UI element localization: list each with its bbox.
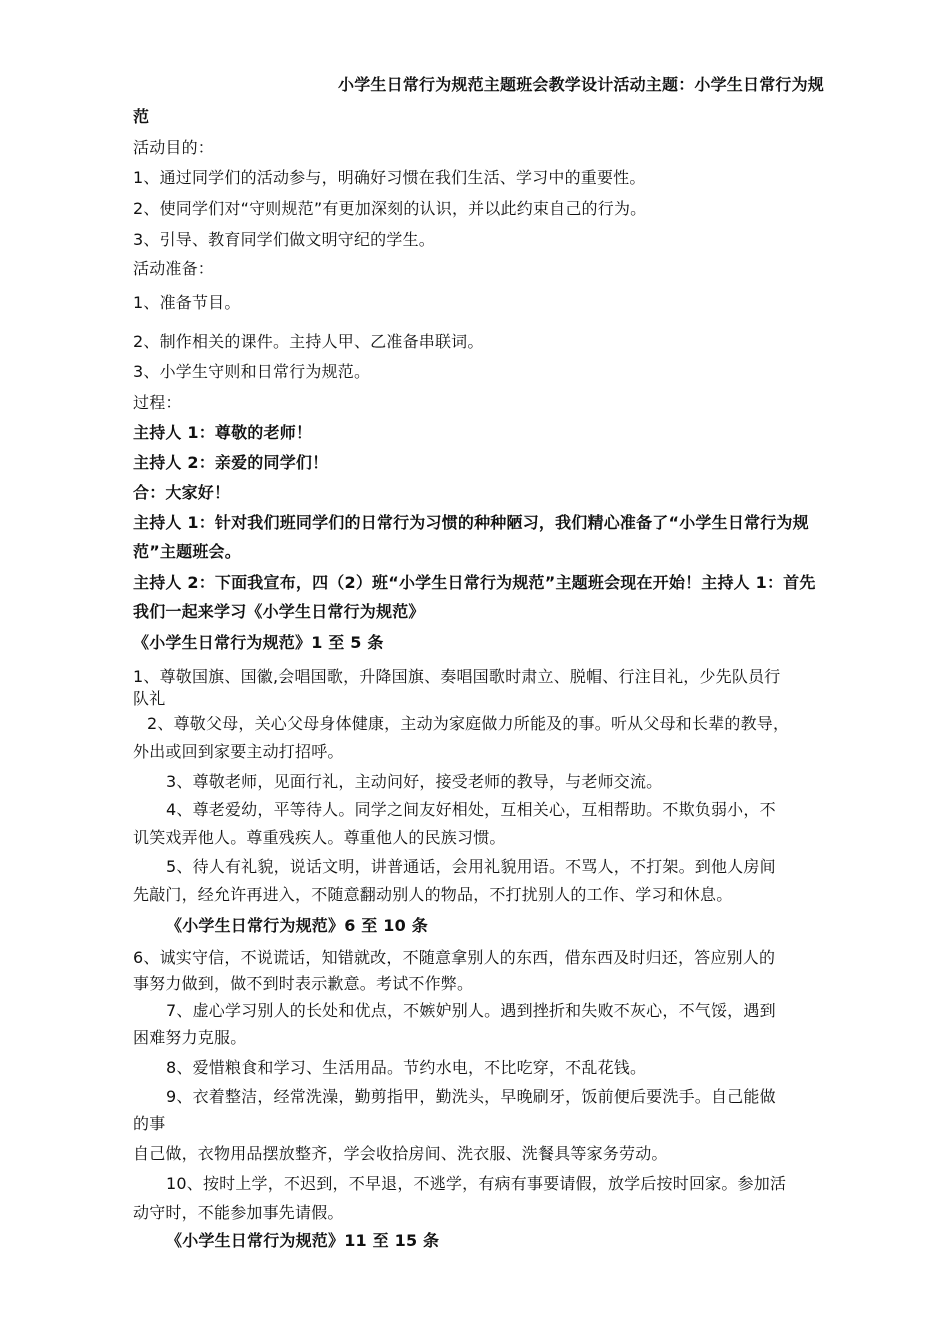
rule-line: 动守时，不能参加事先请假。: [133, 1203, 344, 1222]
rule-line: 10、按时上学，不迟到，不早退，不逃学，有病有事要请假，放学后按时回家。参加活: [166, 1174, 787, 1193]
section-heading-1: 《小学生日常行为规范》1 至 5 条: [133, 633, 384, 652]
goal-item-3: 3、引导、教育同学们做文明守纪的学生。: [133, 230, 435, 249]
rule-line: 9、衣着整洁，经常洗澡，勤剪指甲，勤洗头，早晚刷牙，饭前便后要洗手。自己能做: [166, 1087, 776, 1106]
section-heading-2: 《小学生日常行为规范》6 至 10 条: [166, 916, 428, 935]
rule-line: 先敲门，经允许再进入，不随意翻动别人的物品，不打扰别人的工作、学习和休息。: [133, 885, 733, 904]
prep-item-2: 2、制作相关的课件。主持人甲、乙准备串联词。: [133, 332, 484, 351]
dialog-line-4: 主持人 1：针对我们班同学们的日常行为习惯的种种陋习，我们精心准备了“小学生日常行为规: [133, 513, 809, 532]
rule-line: 队礼: [133, 689, 166, 708]
rule-line: 8、爱惜粮食和学习、生活用品。节约水电，不比吃穿，不乱花钱。: [166, 1058, 647, 1077]
rule-line: 1、尊敬国旗、国徽,会唱国歌，升降国旗、奏唱国歌时肃立、脱帽、行注目礼，少先队员行: [133, 667, 781, 686]
goal-item-1: 1、通过同学们的活动参与，明确好习惯在我们生活、学习中的重要性。: [133, 168, 646, 187]
rule-line: 7、虚心学习别人的长处和优点，不嫉妒别人。遇到挫折和失败不灰心，不气馁，遇到: [166, 1001, 776, 1020]
rule-line: 3、尊敬老师，见面行礼，主动问好，接受老师的教导，与老师交流。: [166, 772, 663, 791]
dialog-line-7: 我们一起来学习《小学生日常行为规范》: [133, 602, 425, 621]
prep-heading: 活动准备：: [133, 259, 215, 278]
rule-line: 事努力做到，做不到时表示歉意。考试不作弊。: [133, 974, 474, 993]
dialog-line-6: 主持人 2：下面我宣布，四（2）班“小学生日常行为规范”主题班会现在开始！主持人 1：首先: [133, 573, 816, 592]
rule-line: 困难努力克服。: [133, 1028, 247, 1047]
prep-item-3: 3、小学生守则和日常行为规范。: [133, 362, 371, 381]
rule-line: 6、诚实守信，不说谎话，知错就改，不随意拿别人的东西，借东西及时归还，答应别人的: [133, 948, 776, 967]
doc-title-line2: 范: [133, 107, 150, 126]
goal-item-2: 2、使同学们对“守则规范”有更加深刻的认识，并以此约束自己的行为。: [133, 199, 647, 218]
rule-line: 外出或回到家要主动打招呼。: [133, 742, 344, 761]
dialog-line-2: 主持人 2：亲爱的同学们！: [133, 453, 329, 472]
doc-title-line1: 小学生日常行为规范主题班会教学设计活动主题：小学生日常行为规: [338, 75, 825, 94]
rule-line: 5、待人有礼貌，说话文明，讲普通话，会用礼貌用语。不骂人，不打架。到他人房间: [166, 857, 776, 876]
rule-line: 2、尊敬父母，关心父母身体健康，主动为家庭做力所能及的事。听从父母和长辈的教导，: [147, 714, 790, 733]
dialog-line-1: 主持人 1：尊敬的老师！: [133, 423, 313, 442]
rule-line: 讥笑戏弄他人。尊重残疾人。尊重他人的民族习惯。: [133, 828, 506, 847]
dialog-line-5: 范”主题班会。: [133, 542, 241, 561]
section-heading-3: 《小学生日常行为规范》11 至 15 条: [166, 1231, 440, 1250]
rule-line: 的事: [133, 1114, 166, 1133]
dialog-line-3: 合：大家好！: [133, 483, 231, 502]
goal-heading: 活动目的：: [133, 138, 215, 157]
prep-item-1: 1、准备节目。: [133, 293, 241, 312]
rule-line: 4、尊老爱幼，平等待人。同学之间友好相处，互相关心，互相帮助。不欺负弱小，不: [166, 800, 776, 819]
rule-line: 自己做，衣物用品摆放整齐，学会收拾房间、洗衣服、洗餐具等家务劳动。: [133, 1144, 668, 1163]
process-heading: 过程：: [133, 393, 182, 412]
